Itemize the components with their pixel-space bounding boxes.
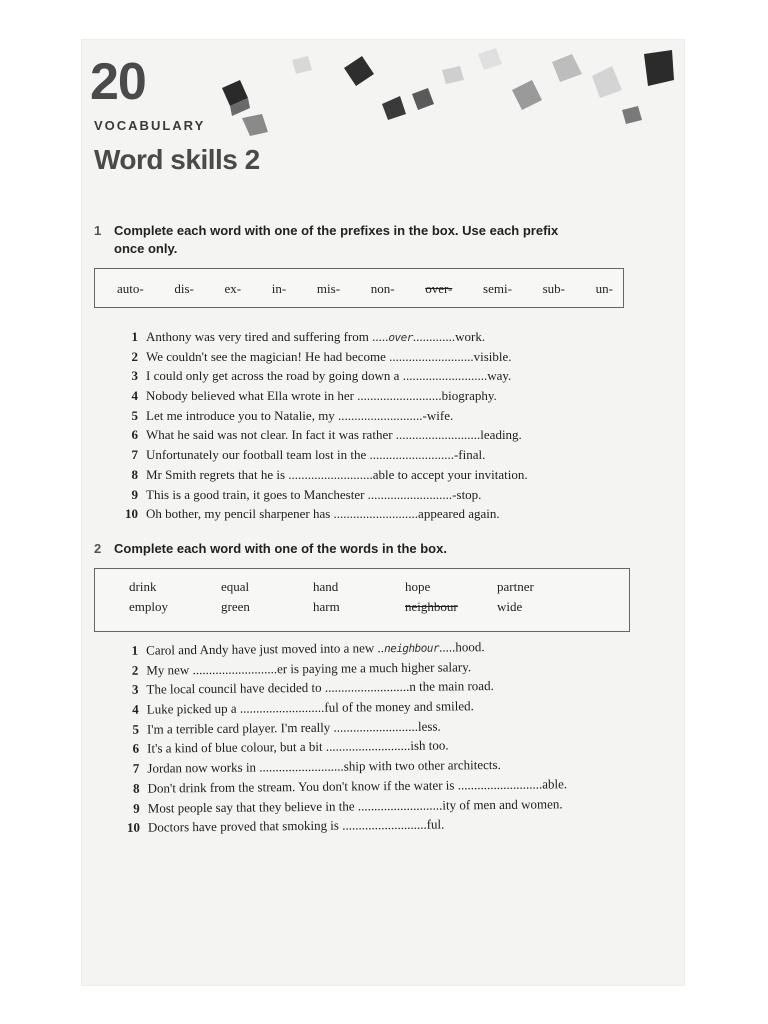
prefix-item: ex- — [224, 281, 242, 296]
word-item: partner — [497, 579, 534, 594]
prefix-item-crossed: over- — [425, 281, 453, 296]
prefix-item: non- — [370, 281, 395, 296]
word-item: hand — [313, 579, 339, 594]
prefix-box — [94, 268, 624, 308]
exercise-1-item: 4 Nobody believed what Ella wrote in her ..........................biography. — [131, 388, 497, 404]
prefix-item: un- — [595, 281, 613, 296]
section-label: VOCABULARY — [94, 118, 206, 133]
word-item: equal — [221, 579, 250, 594]
word-item: wide — [497, 599, 523, 614]
exercise-2-item: 5 I'm a terrible card player. I'm really ..........................less. — [132, 718, 441, 737]
word-grid — [129, 579, 589, 615]
exercise-1-item: 7 Unfortunately our football team lost in the ..........................-final. — [131, 447, 486, 463]
worksheet-page — [82, 40, 684, 985]
prefix-item: sub- — [542, 281, 565, 296]
cube-grey-4 — [622, 106, 642, 124]
exercise-2-item: 8 Don't drink from the stream. You don't know if the water is ..........................able. — [132, 776, 568, 796]
exercise-1-item: 1 Anthony was very tired and suffering from .....over.............work. — [131, 329, 486, 344]
cube-dark-4 — [412, 88, 434, 110]
exercise-1-item: 5 Let me introduce you to Natalie, my ..........................-wife. — [131, 407, 454, 423]
exercise-2-item: 1 Carol and Andy have just moved into a new ..neighbour.....hood. — [131, 639, 485, 658]
prefix-item: auto- — [117, 281, 144, 296]
cube-grey-2 — [512, 80, 542, 110]
exercise-2-instruction — [94, 540, 447, 558]
cube-dark-3 — [382, 96, 406, 120]
exercise-1-item: 8 Mr Smith regrets that he is ..........................able to accept your invitation. — [131, 466, 528, 482]
handwritten-answer: over — [388, 331, 413, 344]
page-title: Word skills 2 — [94, 144, 260, 175]
cube-light-1 — [292, 56, 312, 74]
exercise-2-item: 6 It's a kind of blue colour, but a bit ..........................ish too. — [132, 737, 449, 757]
exercise-2-item: 9 Most people say that they believe in the ..........................ity of men and women. — [133, 795, 563, 816]
word-item-crossed: neighbour — [405, 599, 458, 614]
exercise-2-number: 2 — [94, 541, 102, 556]
exercise-1-instruction — [94, 222, 558, 258]
exercise-1-items — [112, 327, 528, 524]
cube-grey-1 — [242, 114, 268, 136]
cube-dark-5 — [644, 50, 674, 86]
exercise-1-item: 6 What he said was not clear. In fact it was rather ..........................leading. — [131, 427, 522, 443]
word-item: green — [221, 599, 250, 614]
exercise-2-instruction-text: Complete each word with one of the words in the box. — [114, 541, 447, 556]
exercise-1-item: 3 I could only get across the road by going down a ..........................way. — [131, 368, 512, 384]
exercise-1-instruction-line1: Complete each word with one of the prefixes in the box. Use each prefix — [114, 223, 559, 238]
exercise-1-instruction-line2: once only. — [114, 241, 178, 256]
exercise-2-item: 10 Doctors have proved that smoking is ..........................ful. — [126, 816, 445, 836]
word-item: harm — [313, 599, 340, 614]
exercise-1-number: 1 — [94, 223, 102, 238]
word-box — [94, 568, 630, 632]
cube-light-3 — [478, 48, 502, 70]
word-item: hope — [405, 579, 431, 594]
unit-number: 20 — [90, 53, 146, 111]
exercise-1-item: 10 Oh bother, my pencil sharpener has ..........................appeared again. — [125, 506, 500, 522]
cube-light-4 — [592, 66, 622, 98]
word-item: employ — [129, 599, 168, 614]
exercise-1-item: 2 We couldn't see the magician! He had become ..........................visible. — [131, 348, 512, 364]
prefix-item: in- — [271, 281, 287, 296]
cube-dark-2 — [344, 56, 374, 86]
exercise-2-item: 4 Luke picked up a ..........................ful of the money and smiled. — [132, 698, 474, 717]
prefix-list — [117, 281, 613, 297]
prefix-item: dis- — [174, 281, 194, 296]
prefix-item: semi- — [483, 281, 512, 296]
exercise-2-item: 2 My new ..........................er is paying me a much higher salary. — [131, 658, 472, 678]
cube-grey-3 — [552, 54, 582, 82]
word-item: drink — [129, 579, 157, 594]
decorative-cubes — [82, 40, 684, 150]
exercise-2-item: 7 Jordan now works in ..........................ship with two other architects. — [132, 757, 501, 776]
exercise-2-items — [112, 636, 568, 838]
cube-light-2 — [442, 66, 464, 84]
handwritten-answer: neighbour — [383, 641, 440, 656]
prefix-item: mis- — [316, 281, 341, 296]
exercise-2-item: 3 The local council have decided to ..........................n the main road. — [131, 678, 494, 698]
exercise-1-item: 9 This is a good train, it goes to Manchester ..........................-stop. — [131, 486, 482, 502]
